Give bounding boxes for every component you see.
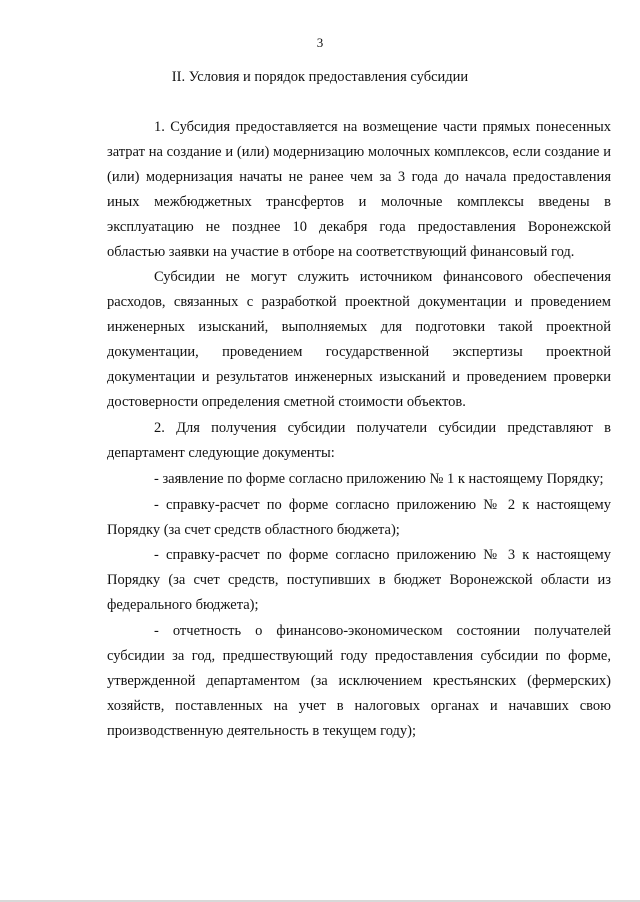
list-item-calculation-regional: - справку-расчет по форме согласно приложению № 2 к настоящему Порядку (за счет средств областного бюджета);: [107, 496, 611, 538]
list-item-financial-report: - отчетность о финансово-экономическом состоянии получателей субсидии за год, предшествующий году предоставления субсидии по форме, утвержденной департаментом (за исключением крестьянских (фермерских) хозяйств, поставленных на учет в налоговых органах и начавших свою производственную деятельность в текущем году);: [107, 623, 611, 739]
document-body: [107, 115, 611, 744]
paragraph-documents-intro: 2. Для получения субсидии получатели субсидии представляют в департамент следующие документы:: [107, 419, 611, 461]
page-number: 3: [316, 35, 324, 50]
paragraph-subsidy-restrictions: Субсидии не могут служить источником финансового обеспечения расходов, связанных с разработкой проектной документации и проведением инженерных изысканий, выполняемых для подготовки такой проектной документации, проведением государственной экспертизы проектной документации и результатов инженерных изысканий и проведением проверки достоверности определения сметной стоимости объектов.: [107, 269, 611, 410]
list-item-application: - заявление по форме согласно приложению № 1 к настоящему Порядку;: [154, 470, 604, 487]
list-item-calculation-federal: - справку-расчет по форме согласно приложению № 3 к настоящему Порядку (за счет средств, поступивших в бюджет Воронежской области из федерального бюджета);: [107, 547, 611, 614]
section-title: II. Условия и порядок предоставления субсидии: [171, 69, 469, 85]
paragraph-subsidy-purpose: 1. Субсидия предоставляется на возмещение части прямых понесенных затрат на создание и (или) модернизацию молочных комплексов, если создание и (или) модернизация начаты не ранее чем за 3 года до начала предоставления иных межбюджетных трансфертов и молочные комплексы введены в эксплуатацию не позднее 10 декабря года предоставления Воронежской областью заявки на участие в отборе на соответствующий финансовый год.: [107, 119, 611, 260]
